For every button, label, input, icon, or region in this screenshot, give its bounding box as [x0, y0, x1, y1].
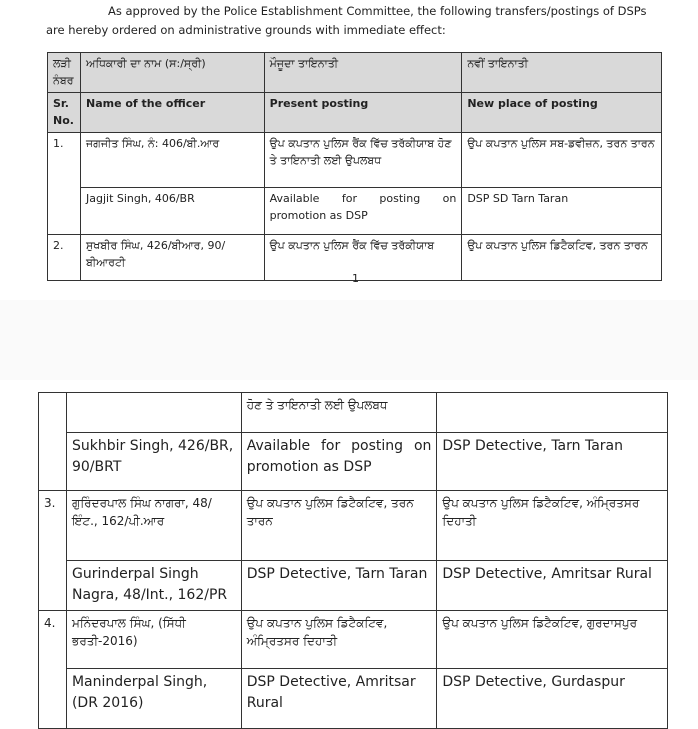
header-sr-pa: ਲੜੀ ਨੰਬਰ [48, 53, 81, 93]
present-posting-pa: ਹੋਣ ਤੇ ਤਾਇਨਾਤੀ ਲਈ ਉਪਲਬਧ [241, 393, 437, 433]
serial-number: 1. [48, 133, 81, 235]
transfer-table-page-2 [38, 392, 668, 729]
table-row [39, 491, 668, 561]
header-row-english [48, 93, 662, 133]
header-present: Present posting [264, 93, 462, 133]
header-present-pa: ਮੌਜੂਦਾ ਤਾਇਨਾਤੀ [264, 53, 462, 93]
table-row [48, 188, 662, 235]
present-posting-pa: ਉਪ ਕਪਤਾਨ ਪੁਲਿਸ ਰੈਂਕ ਵਿੱਚ ਤਰੱਕੀਯਾਬ ਹੋਣ ਤੇ ਤਾਇਨਾਤੀ ਲਈ ਉਪਲਬਧ [264, 133, 462, 188]
table-row [39, 393, 668, 433]
present-posting-pa: ਉਪ ਕਪਤਾਨ ਪੁਲਿਸ ਡਿਟੈਕਟਿਵ, ਅੰਮ੍ਰਿਤਸਰ ਦਿਹਾਤੀ [241, 611, 437, 669]
new-posting: DSP Detective, Amritsar Rural [437, 561, 668, 611]
officer-name-pa: ਮਨਿੰਦਰਪਾਲ ਸਿੰਘ, (ਸਿੱਧੀ ਭਰਤੀ-2016) [66, 611, 241, 669]
officer-name-pa: ਸੁਖਬੀਰ ਸਿੰਘ, 426/ਬੀਆਰ, 90/ਬੀਆਰਟੀ [80, 235, 264, 281]
new-posting-pa: ਉਪ ਕਪਤਾਨ ਪੁਲਿਸ ਸਬ-ਡਵੀਜ਼ਨ, ਤਰਨ ਤਾਰਨ [462, 133, 662, 188]
transfer-table-page-1 [47, 52, 662, 281]
officer-name-pa [66, 393, 241, 433]
new-posting-pa: ਉਪ ਕਪਤਾਨ ਪੁਲਿਸ ਡਿਟੈਕਟਿਵ, ਤਰਨ ਤਾਰਨ [462, 235, 662, 281]
new-posting: DSP Detective, Gurdaspur [437, 669, 668, 729]
present-posting: DSP Detective, Amritsar Rural [241, 669, 437, 729]
table-row [39, 561, 668, 611]
header-sr: Sr. No. [48, 93, 81, 133]
present-posting-pa: ਉਪ ਕਪਤਾਨ ਪੁਲਿਸ ਡਿਟੈਕਟਿਵ, ਤਰਨ ਤਾਰਨ [241, 491, 437, 561]
intro-text: As approved by the Police Establishment Committee, the following transfers/postings of DSPs are hereby ordered on administrative grounds with immediate effect: [46, 4, 647, 37]
page-break [0, 300, 698, 380]
present-posting: Available for posting on promotion as DSP [264, 188, 462, 235]
new-posting: DSP Detective, Tarn Taran [437, 433, 668, 491]
serial-number: 4. [39, 611, 67, 729]
present-posting: Available for posting on promotion as DSP [241, 433, 437, 491]
new-posting-pa: ਉਪ ਕਪਤਾਨ ਪੁਲਿਸ ਡਿਟੈਕਟਿਵ, ਗੁਰਦਾਸਪੁਰ [437, 611, 668, 669]
new-posting: DSP SD Tarn Taran [462, 188, 662, 235]
header-row-punjabi [48, 53, 662, 93]
new-posting-pa: ਉਪ ਕਪਤਾਨ ਪੁਲਿਸ ਡਿਟੈਕਟਿਵ, ਅੰਮ੍ਰਿਤਸਰ ਦਿਹਾਤੀ [437, 491, 668, 561]
serial-number-continued [39, 393, 67, 491]
header-new: New place of posting [462, 93, 662, 133]
header-name: Name of the officer [80, 93, 264, 133]
header-new-pa: ਨਵੀਂ ਤਾਇਨਾਤੀ [462, 53, 662, 93]
officer-name: Sukhbir Singh, 426/BR, 90/BRT [66, 433, 241, 491]
table-row [39, 611, 668, 669]
table-row [39, 669, 668, 729]
officer-name: Gurinderpal Singh Nagra, 48/Int., 162/PR [66, 561, 241, 611]
officer-name: Maninderpal Singh, (DR 2016) [66, 669, 241, 729]
officer-name-pa: ਜਗਜੀਤ ਸਿੰਘ, ਨੰ: 406/ਬੀ.ਆਰ [80, 133, 264, 188]
new-posting-pa [437, 393, 668, 433]
header-name-pa: ਅਧਿਕਾਰੀ ਦਾ ਨਾਮ (ਸ:/ਸ੍ਰੀ) [80, 53, 264, 93]
present-posting: DSP Detective, Tarn Taran [241, 561, 437, 611]
page-number: 1 [352, 272, 359, 285]
table-row [48, 133, 662, 188]
serial-number: 2. [48, 235, 81, 281]
serial-number: 3. [39, 491, 67, 611]
table-row [39, 433, 668, 491]
officer-name: Jagjit Singh, 406/BR [80, 188, 264, 235]
officer-name-pa: ਗੁਰਿੰਦਰਪਾਲ ਸਿੰਘ ਨਾਗਰਾ, 48/ਇੰਟ., 162/ਪੀ.ਆਰ [66, 491, 241, 561]
present-posting-pa: ਉਪ ਕਪਤਾਨ ਪੁਲਿਸ ਰੈਂਕ ਵਿੱਚ ਤਰੱਕੀਯਾਬ [264, 235, 462, 281]
